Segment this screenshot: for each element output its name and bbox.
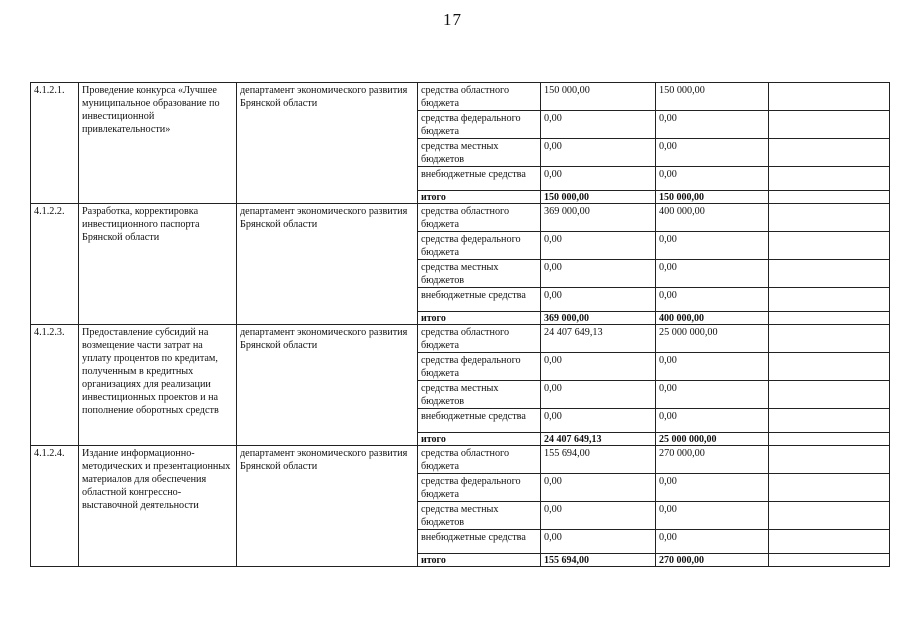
page-number: 17 — [443, 10, 462, 29]
funding-source: средства федерального бюджета — [418, 232, 541, 260]
budget-table-body — [31, 83, 890, 567]
executor: департамент экономического развития Брянской области — [237, 204, 418, 325]
amount-year-3 — [769, 139, 890, 167]
funding-source: внебюджетные средства — [418, 288, 541, 312]
amount-year-1: 0,00 — [541, 167, 656, 191]
amount-year-3 — [769, 325, 890, 353]
funding-row — [31, 325, 890, 353]
amount-year-1: 24 407 649,13 — [541, 433, 656, 446]
amount-year-1: 369 000,00 — [541, 312, 656, 325]
amount-year-1: 0,00 — [541, 474, 656, 502]
amount-year-2: 25 000 000,00 — [656, 325, 769, 353]
amount-year-1: 0,00 — [541, 288, 656, 312]
amount-year-2: 0,00 — [656, 474, 769, 502]
amount-year-1: 0,00 — [541, 409, 656, 433]
activity-name: Издание информационно-методических и презентационных материалов для обеспечения областной конгрессно-выставочной деятельности — [79, 446, 237, 567]
funding-source: средства федерального бюджета — [418, 474, 541, 502]
amount-year-3 — [769, 260, 890, 288]
amount-year-3 — [769, 167, 890, 191]
funding-source: средства местных бюджетов — [418, 260, 541, 288]
funding-source: итого — [418, 191, 541, 204]
funding-source: средства местных бюджетов — [418, 139, 541, 167]
amount-year-2: 400 000,00 — [656, 312, 769, 325]
amount-year-2: 0,00 — [656, 260, 769, 288]
amount-year-3 — [769, 232, 890, 260]
amount-year-3 — [769, 474, 890, 502]
funding-source: итого — [418, 554, 541, 567]
amount-year-2: 0,00 — [656, 353, 769, 381]
amount-year-2: 0,00 — [656, 502, 769, 530]
amount-year-3 — [769, 204, 890, 232]
funding-source: средства областного бюджета — [418, 204, 541, 232]
amount-year-2: 0,00 — [656, 139, 769, 167]
amount-year-2: 150 000,00 — [656, 191, 769, 204]
amount-year-2: 0,00 — [656, 530, 769, 554]
amount-year-2: 0,00 — [656, 288, 769, 312]
funding-source: средства областного бюджета — [418, 325, 541, 353]
activity-name: Разработка, корректировка инвестиционного паспорта Брянской области — [79, 204, 237, 325]
item-number: 4.1.2.1. — [31, 83, 79, 204]
amount-year-1: 155 694,00 — [541, 554, 656, 567]
item-number: 4.1.2.3. — [31, 325, 79, 446]
amount-year-1: 155 694,00 — [541, 446, 656, 474]
executor: департамент экономического развития Брянской области — [237, 446, 418, 567]
amount-year-2: 400 000,00 — [656, 204, 769, 232]
funding-source: средства федерального бюджета — [418, 111, 541, 139]
amount-year-2: 25 000 000,00 — [656, 433, 769, 446]
amount-year-2: 0,00 — [656, 232, 769, 260]
amount-year-3 — [769, 433, 890, 446]
executor: департамент экономического развития Брянской области — [237, 83, 418, 204]
item-number: 4.1.2.4. — [31, 446, 79, 567]
budget-table — [30, 82, 890, 567]
amount-year-3 — [769, 191, 890, 204]
funding-source: средства местных бюджетов — [418, 502, 541, 530]
amount-year-3 — [769, 554, 890, 567]
activity-name: Предоставление субсидий на возмещение части затрат на уплату процентов по кредитам, полученным в кредитных организациях для реализации инвестиционных проектов и на пополнение оборотных средств — [79, 325, 237, 446]
amount-year-2: 0,00 — [656, 111, 769, 139]
funding-source: внебюджетные средства — [418, 167, 541, 191]
funding-source: итого — [418, 433, 541, 446]
amount-year-3 — [769, 111, 890, 139]
amount-year-3 — [769, 381, 890, 409]
funding-source: внебюджетные средства — [418, 409, 541, 433]
amount-year-1: 24 407 649,13 — [541, 325, 656, 353]
amount-year-3 — [769, 312, 890, 325]
amount-year-2: 0,00 — [656, 167, 769, 191]
amount-year-1: 150 000,00 — [541, 191, 656, 204]
amount-year-1: 150 000,00 — [541, 83, 656, 111]
funding-row — [31, 204, 890, 232]
funding-source: средства федерального бюджета — [418, 353, 541, 381]
amount-year-2: 0,00 — [656, 409, 769, 433]
funding-source: средства областного бюджета — [418, 83, 541, 111]
amount-year-1: 0,00 — [541, 502, 656, 530]
executor: департамент экономического развития Брянской области — [237, 325, 418, 446]
amount-year-3 — [769, 353, 890, 381]
amount-year-1: 0,00 — [541, 232, 656, 260]
item-number: 4.1.2.2. — [31, 204, 79, 325]
amount-year-1: 0,00 — [541, 111, 656, 139]
activity-name: Проведение конкурса «Лучшее муниципальное образование по инвестиционной привлекательности» — [79, 83, 237, 204]
amount-year-3 — [769, 446, 890, 474]
funding-row — [31, 83, 890, 111]
amount-year-1: 0,00 — [541, 381, 656, 409]
funding-row — [31, 446, 890, 474]
funding-source: средства областного бюджета — [418, 446, 541, 474]
amount-year-3 — [769, 530, 890, 554]
amount-year-2: 270 000,00 — [656, 554, 769, 567]
amount-year-3 — [769, 409, 890, 433]
amount-year-2: 150 000,00 — [656, 83, 769, 111]
amount-year-3 — [769, 83, 890, 111]
funding-source: средства местных бюджетов — [418, 381, 541, 409]
amount-year-1: 369 000,00 — [541, 204, 656, 232]
amount-year-1: 0,00 — [541, 353, 656, 381]
amount-year-1: 0,00 — [541, 260, 656, 288]
amount-year-2: 0,00 — [656, 381, 769, 409]
amount-year-3 — [769, 502, 890, 530]
amount-year-1: 0,00 — [541, 139, 656, 167]
amount-year-1: 0,00 — [541, 530, 656, 554]
funding-source: внебюджетные средства — [418, 530, 541, 554]
amount-year-3 — [769, 288, 890, 312]
amount-year-2: 270 000,00 — [656, 446, 769, 474]
funding-source: итого — [418, 312, 541, 325]
